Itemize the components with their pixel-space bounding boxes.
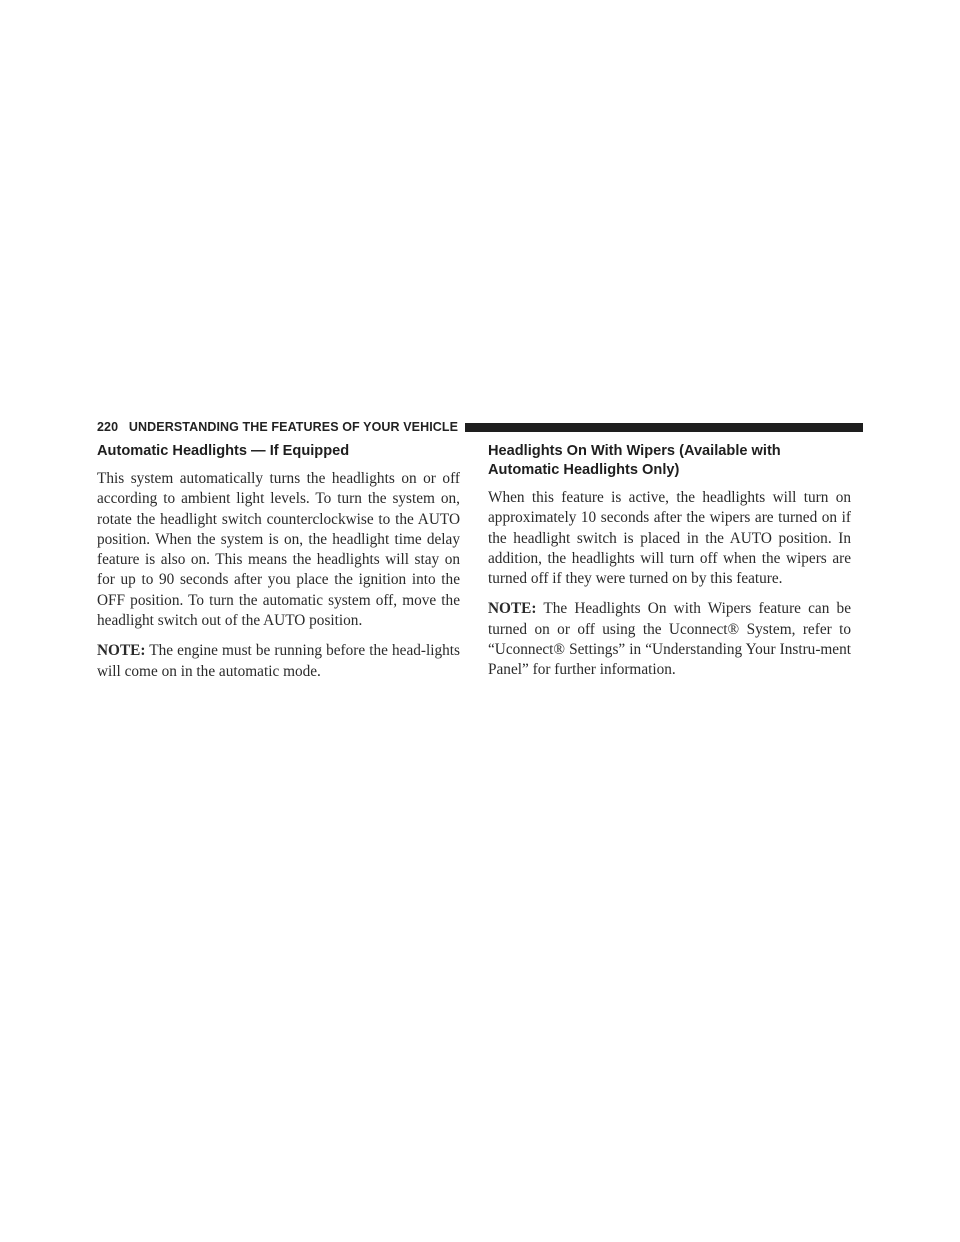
note-text: The Headlights On with Wipers feature can be turned on or off using the Uconnect® System, refer to “Uconnect® Settings” in “Understanding Your Instru-ment Panel” for further information.	[488, 600, 851, 679]
note-label: NOTE:	[488, 600, 537, 618]
headlights-wipers-note	[488, 599, 851, 680]
headlights-wipers-paragraph: When this feature is active, the headlights will turn on approximately 10 seconds after the wipers are turned on if the headlight switch is placed in the AUTO position. In addition, the headlights will turn off when the wipers are turned off if they were turned on by this feature.	[488, 489, 851, 588]
page-header	[97, 419, 863, 435]
section-title: UNDERSTANDING THE FEATURES OF YOUR VEHICLE	[128, 420, 459, 434]
note-text: The engine must be running before the head-lights will come on in the automatic mode.	[97, 642, 460, 680]
automatic-headlights-paragraph: This system automatically turns the headlights on or off according to ambient light levels. To turn the system on, rotate the headlight switch counterclockwise to the AUTO position. When the system is on, the headlight time delay feature is also on. This means the headlights will stay on for up to 90 seconds after you place the ignition into the OFF position. To turn the automatic system off, move the headlight switch out of the AUTO position.	[97, 470, 460, 630]
headlights-wipers-heading: Headlights On With Wipers (Available with Automatic Headlights Only)	[488, 443, 781, 478]
right-column	[488, 442, 851, 691]
header-text	[97, 419, 464, 435]
header-rule	[465, 423, 863, 432]
note-label: NOTE:	[97, 642, 146, 660]
page-number: 220	[97, 420, 119, 434]
left-column	[97, 442, 460, 692]
automatic-headlights-note	[97, 641, 460, 682]
automatic-headlights-heading: Automatic Headlights — If Equipped	[97, 443, 350, 459]
